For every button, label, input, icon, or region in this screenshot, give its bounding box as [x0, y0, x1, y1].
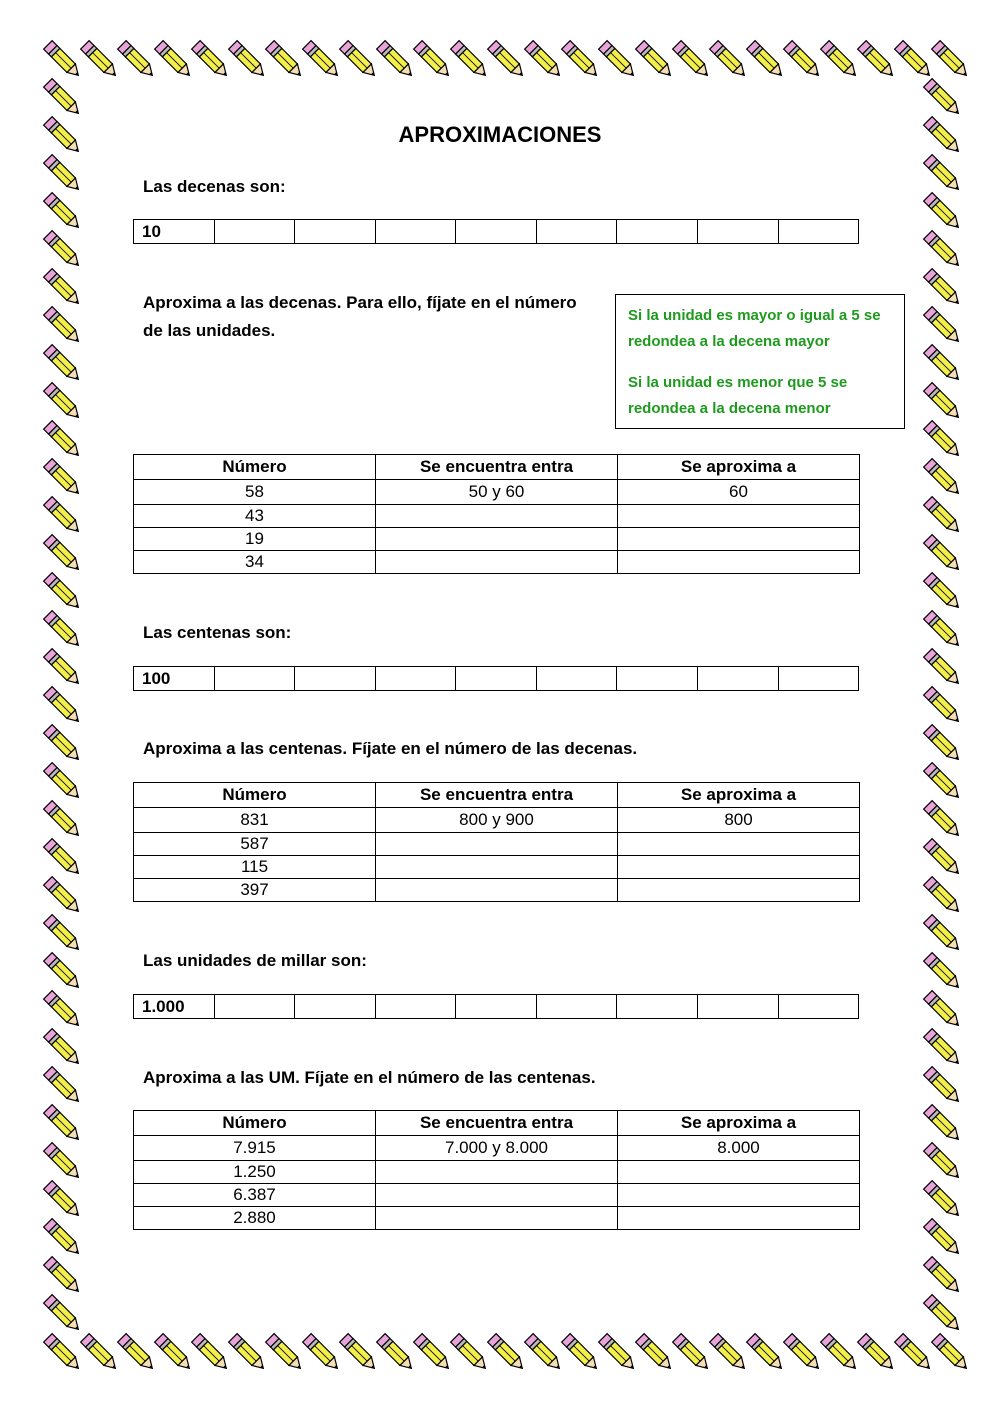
pencil-icon	[451, 1334, 491, 1374]
pencil-icon	[924, 1143, 964, 1183]
pencil-icon	[44, 801, 84, 841]
rounding-rule-box	[615, 294, 905, 429]
cell-aproxima-blank[interactable]	[618, 833, 860, 856]
pencil-icon	[377, 41, 417, 81]
header-numero: Número	[134, 1111, 376, 1136]
table-row	[134, 856, 860, 879]
cell-numero: 6.387	[134, 1184, 376, 1207]
strip-blank[interactable]	[455, 667, 536, 690]
pencil-icon	[525, 41, 565, 81]
pencil-icon	[44, 459, 84, 499]
pencil-icon	[924, 725, 964, 765]
strip-blank[interactable]	[455, 995, 536, 1018]
cell-entre-blank[interactable]	[376, 833, 618, 856]
cell-aproxima-blank[interactable]	[618, 856, 860, 879]
decenas-instruction	[143, 289, 603, 345]
rule-round-down: Si la unidad es menor que 5 se redondea a la decena menor	[628, 374, 848, 417]
pencil-icon	[44, 573, 84, 613]
pencil-icon	[118, 41, 158, 81]
pencil-icon	[414, 41, 454, 81]
pencil-icon	[924, 649, 964, 689]
pencil-icon	[44, 991, 84, 1031]
header-numero: Número	[134, 783, 376, 808]
pencil-icon	[44, 1105, 84, 1145]
pencil-icon	[414, 1334, 454, 1374]
pencil-icon	[44, 1181, 84, 1221]
pencil-icon	[784, 41, 824, 81]
cell-aproxima-blank[interactable]	[618, 1184, 860, 1207]
cell-aproxima-blank[interactable]	[618, 1207, 860, 1230]
pencil-icon	[924, 1029, 964, 1069]
pencil-icon	[525, 1334, 565, 1374]
decenas-heading: Las decenas son:	[143, 177, 286, 196]
pencil-icon	[44, 1029, 84, 1069]
decenas-table	[133, 454, 860, 574]
strip-blank[interactable]	[214, 667, 295, 690]
pencil-icon	[44, 953, 84, 993]
cell-entre: 50 y 60	[376, 480, 618, 505]
pencil-icon	[44, 687, 84, 727]
header-entre: Se encuentra entra	[376, 783, 618, 808]
pencil-icon	[192, 1334, 232, 1374]
pencil-icon	[488, 41, 528, 81]
pencil-icon	[44, 383, 84, 423]
pencil-icon	[44, 231, 84, 271]
cell-numero: 115	[134, 856, 376, 879]
cell-aproxima-blank[interactable]	[618, 505, 860, 528]
strip-blank[interactable]	[616, 220, 697, 243]
pencil-icon	[858, 1334, 898, 1374]
pencil-icon	[340, 41, 380, 81]
pencil-icon	[636, 1334, 676, 1374]
pencil-icon	[562, 41, 602, 81]
cell-aproxima-blank[interactable]	[618, 879, 860, 902]
pencil-icon	[924, 459, 964, 499]
pencil-icon	[924, 915, 964, 955]
pencil-icon	[44, 1143, 84, 1183]
cell-entre-blank[interactable]	[376, 879, 618, 902]
pencil-icon	[44, 611, 84, 651]
pencil-icon	[924, 573, 964, 613]
pencil-icon	[924, 307, 964, 347]
table-row	[134, 1207, 860, 1230]
pencil-icon	[599, 1334, 639, 1374]
pencil-icon	[44, 79, 84, 119]
pencil-icon	[488, 1334, 528, 1374]
pencil-icon	[44, 725, 84, 765]
pencil-icon	[710, 1334, 750, 1374]
pencil-icon	[924, 1067, 964, 1107]
table-row	[134, 879, 860, 902]
strip-blank[interactable]	[616, 667, 697, 690]
pencil-icon	[81, 1334, 121, 1374]
pencil-icon	[924, 1105, 964, 1145]
strip-blank[interactable]	[294, 667, 375, 690]
strip-blank[interactable]	[294, 220, 375, 243]
pencil-icon	[924, 1219, 964, 1259]
pencil-icon	[924, 839, 964, 879]
table-row	[134, 833, 860, 856]
strip-blank[interactable]	[536, 667, 617, 690]
pencil-icon	[44, 1067, 84, 1107]
pencil-icon	[932, 41, 972, 81]
cell-aproxima-blank[interactable]	[618, 551, 860, 574]
pencil-icon	[924, 687, 964, 727]
pencil-icon	[303, 41, 343, 81]
pencil-icon	[932, 1334, 972, 1374]
pencil-icon	[229, 41, 269, 81]
cell-numero: 587	[134, 833, 376, 856]
pencil-icon	[924, 535, 964, 575]
cell-numero: 7.915	[134, 1136, 376, 1161]
pencil-icon	[924, 801, 964, 841]
millar-instruction: Aproxima a las UM. Fíjate en el número de las centenas.	[143, 1068, 596, 1087]
header-aproxima: Se aproxima a	[618, 1111, 860, 1136]
instruction-line: Aproxima a las decenas. Para ello, fíjate en el número	[143, 293, 577, 312]
strip-blank[interactable]	[778, 220, 859, 243]
pencil-icon	[924, 953, 964, 993]
table-row	[134, 1161, 860, 1184]
pencil-icon	[266, 41, 306, 81]
table-row	[134, 808, 860, 833]
cell-entre-blank[interactable]	[376, 551, 618, 574]
pencil-icon	[44, 763, 84, 803]
cell-entre-blank[interactable]	[376, 1184, 618, 1207]
cell-aproxima-blank[interactable]	[618, 1161, 860, 1184]
pencil-icon	[924, 383, 964, 423]
table-row	[134, 528, 860, 551]
pencil-icon	[599, 41, 639, 81]
table-row	[134, 480, 860, 505]
header-entre: Se encuentra entra	[376, 1111, 618, 1136]
pencil-icon	[924, 231, 964, 271]
pencil-icon	[924, 763, 964, 803]
pencil-icon	[924, 345, 964, 385]
pencil-icon	[44, 307, 84, 347]
strip-blank[interactable]	[697, 667, 778, 690]
centenas-strip-first: 100	[142, 669, 171, 688]
pencil-icon	[924, 193, 964, 233]
pencil-icon	[229, 1334, 269, 1374]
pencil-icon	[924, 991, 964, 1031]
pencil-icon	[924, 497, 964, 537]
pencil-icon	[155, 41, 195, 81]
pencil-icon	[673, 1334, 713, 1374]
pencil-icon	[821, 41, 861, 81]
pencil-icon	[44, 1295, 84, 1335]
cell-aproxima: 60	[618, 480, 860, 505]
cell-entre: 7.000 y 8.000	[376, 1136, 618, 1161]
cell-numero: 1.250	[134, 1161, 376, 1184]
table-row	[134, 551, 860, 574]
pencil-icon	[44, 269, 84, 309]
pencil-icon	[44, 1219, 84, 1259]
pencil-icon	[924, 1181, 964, 1221]
strip-blank[interactable]	[778, 667, 859, 690]
strip-blank[interactable]	[375, 667, 456, 690]
strip-blank[interactable]	[375, 220, 456, 243]
table-row	[134, 505, 860, 528]
millar-strip	[133, 994, 859, 1019]
cell-numero: 2.880	[134, 1207, 376, 1230]
header-entre: Se encuentra entra	[376, 455, 618, 480]
pencil-icon	[192, 41, 232, 81]
pencil-icon	[747, 1334, 787, 1374]
strip-blank[interactable]	[697, 995, 778, 1018]
pencil-icon	[44, 877, 84, 917]
pencil-icon	[924, 155, 964, 195]
instruction-line: de las unidades.	[143, 321, 276, 340]
page-title: APROXIMACIONES	[398, 122, 602, 147]
pencil-icon	[895, 1334, 935, 1374]
pencil-icon	[44, 345, 84, 385]
strip-blank[interactable]	[778, 995, 859, 1018]
pencil-icon	[44, 1257, 84, 1297]
pencil-icon	[44, 649, 84, 689]
pencil-icon	[924, 1257, 964, 1297]
strip-blank[interactable]	[697, 220, 778, 243]
cell-aproxima: 8.000	[618, 1136, 860, 1161]
cell-numero: 831	[134, 808, 376, 833]
pencil-icon	[44, 839, 84, 879]
pencil-icon	[44, 421, 84, 461]
pencil-icon	[44, 535, 84, 575]
pencil-icon	[924, 1295, 964, 1335]
cell-entre: 800 y 900	[376, 808, 618, 833]
millar-table	[133, 1110, 860, 1230]
pencil-icon	[118, 1334, 158, 1374]
pencil-icon	[673, 41, 713, 81]
pencil-icon	[44, 193, 84, 233]
millar-heading: Las unidades de millar son:	[143, 951, 367, 970]
centenas-heading: Las centenas son:	[143, 623, 292, 642]
cell-entre-blank[interactable]	[376, 505, 618, 528]
pencil-icon	[895, 41, 935, 81]
strip-blank[interactable]	[214, 220, 295, 243]
centenas-strip	[133, 666, 859, 691]
pencil-icon	[44, 915, 84, 955]
strip-blank[interactable]	[214, 995, 295, 1018]
pencil-icon	[44, 155, 84, 195]
decenas-strip	[133, 219, 859, 244]
pencil-icon	[44, 1334, 84, 1374]
cell-aproxima-blank[interactable]	[618, 528, 860, 551]
cell-numero: 34	[134, 551, 376, 574]
pencil-icon	[924, 79, 964, 119]
cell-entre-blank[interactable]	[376, 1161, 618, 1184]
strip-blank[interactable]	[536, 220, 617, 243]
cell-numero: 19	[134, 528, 376, 551]
cell-entre-blank[interactable]	[376, 856, 618, 879]
pencil-icon	[821, 1334, 861, 1374]
decenas-strip-first: 10	[142, 222, 161, 241]
pencil-icon	[784, 1334, 824, 1374]
cell-numero: 43	[134, 505, 376, 528]
pencil-icon	[747, 41, 787, 81]
pencil-icon	[340, 1334, 380, 1374]
pencil-icon	[451, 41, 491, 81]
pencil-icon	[44, 41, 84, 81]
pencil-icon	[377, 1334, 417, 1374]
pencil-icon	[266, 1334, 306, 1374]
table-row	[134, 1184, 860, 1207]
strip-blank[interactable]	[616, 995, 697, 1018]
rule-round-up: Si la unidad es mayor o igual a 5 se redondea a la decena mayor	[628, 307, 881, 350]
pencil-icon	[636, 41, 676, 81]
cell-numero: 58	[134, 480, 376, 505]
header-numero: Número	[134, 455, 376, 480]
pencil-icon	[562, 1334, 602, 1374]
header-aproxima: Se aproxima a	[618, 455, 860, 480]
pencil-icon	[303, 1334, 343, 1374]
strip-blank[interactable]	[375, 995, 456, 1018]
centenas-table	[133, 782, 860, 902]
pencil-icon	[858, 41, 898, 81]
pencil-icon	[155, 1334, 195, 1374]
cell-entre-blank[interactable]	[376, 528, 618, 551]
pencil-icon	[924, 877, 964, 917]
header-aproxima: Se aproxima a	[618, 783, 860, 808]
pencil-icon	[44, 497, 84, 537]
cell-numero: 397	[134, 879, 376, 902]
strip-blank[interactable]	[294, 995, 375, 1018]
millar-strip-first: 1.000	[142, 997, 185, 1016]
pencil-icon	[924, 421, 964, 461]
pencil-icon	[924, 611, 964, 651]
table-row	[134, 1136, 860, 1161]
strip-blank[interactable]	[536, 995, 617, 1018]
pencil-icon	[710, 41, 750, 81]
strip-blank[interactable]	[455, 220, 536, 243]
centenas-instruction: Aproxima a las centenas. Fíjate en el número de las decenas.	[143, 739, 638, 758]
cell-aproxima: 800	[618, 808, 860, 833]
cell-entre-blank[interactable]	[376, 1207, 618, 1230]
pencil-icon	[81, 41, 121, 81]
pencil-icon	[924, 269, 964, 309]
